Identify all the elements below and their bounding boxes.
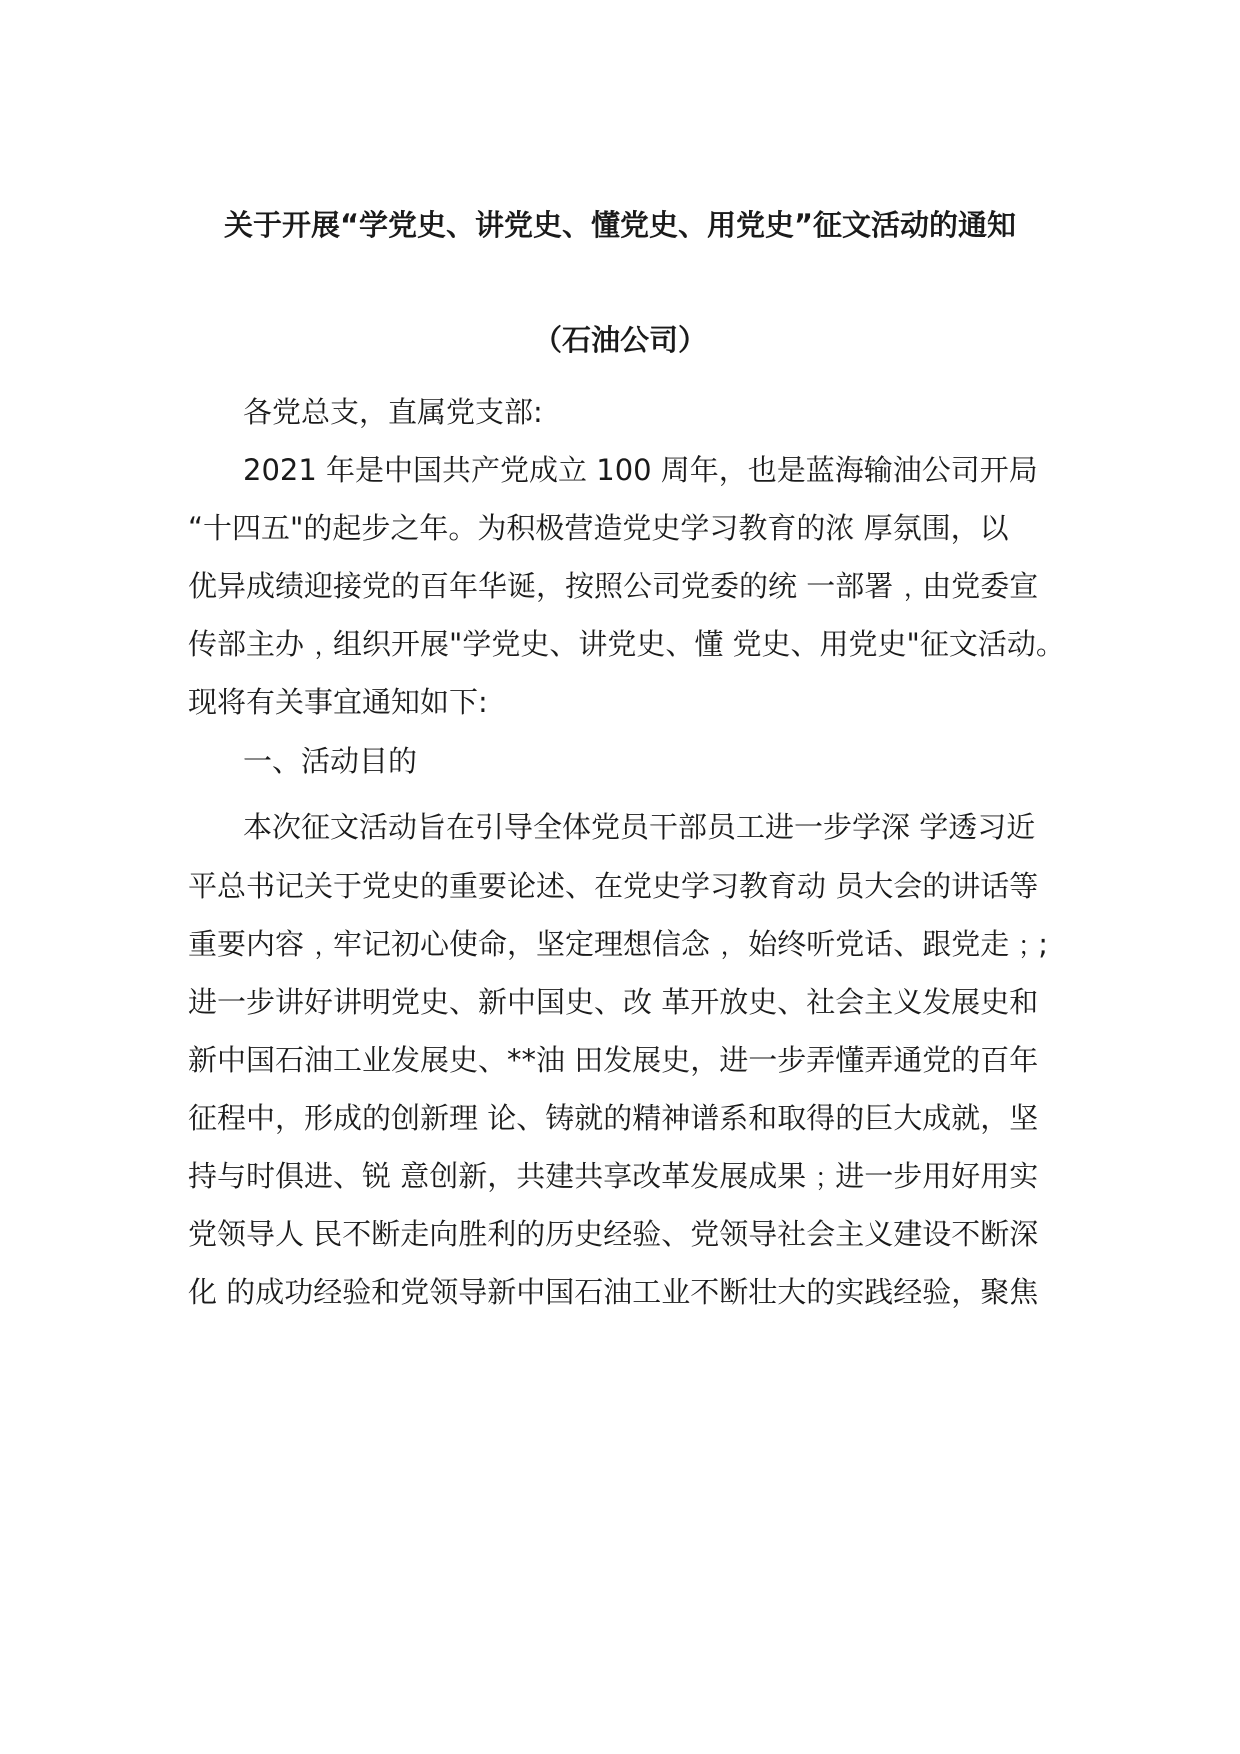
paragraph-line: 优异成绩迎接党的百年华诞，按照公司党委的统 一部署﹐由党委宣 xyxy=(188,569,1039,603)
paragraph-line: 传部主办﹐组织开展"学党史、讲党史、懂 党史、用党史"征文活动。 xyxy=(188,627,1065,661)
paragraph-line: 化 的成功经验和党领导新中国石油工业不断壮大的实践经验，聚焦 xyxy=(188,1275,1039,1309)
paragraph-line: 进一步讲好讲明党史、新中国史、改 革开放史、社会主义发展史和 xyxy=(188,985,1039,1019)
paragraph-line: 党领导人 民不断走向胜利的历史经验、党领导社会主义建设不断深 xyxy=(188,1217,1039,1251)
document-subtitle: （石油公司） xyxy=(532,323,707,357)
paragraph-line: 新中国石油工业发展史、**油 田发展史，进一步弄懂弄通党的百年 xyxy=(188,1043,1039,1077)
paragraph-line: 2021 年是中国共产党成立 100 周年，也是蓝海输油公司开局 xyxy=(243,453,1038,487)
section-heading: 一、活动目的 xyxy=(243,744,418,778)
paragraph-line: 现将有关事宜通知如下: xyxy=(188,685,488,719)
salutation: 各党总支，直属党支部: xyxy=(243,395,543,429)
paragraph-line: 本次征文活动旨在引导全体党员干部员工进一步学深 学透习近 xyxy=(243,810,1036,844)
paragraph-line: 重要内容﹐牢记初心使命，坚定理想信念﹐ 始终听党话、跟党走﹔; xyxy=(188,927,1048,961)
paragraph-line: 征程中，形成的创新理 论、铸就的精神谱系和取得的巨大成就，坚 xyxy=(188,1101,1039,1135)
paragraph-line: “十四五"的起步之年。为积极营造党史学习教育的浓 厚氛围，以 xyxy=(188,511,1009,545)
document-title: 关于开展“学党史、讲党史、懂党史、用党史”征文活动的通知 xyxy=(223,208,1017,242)
paragraph-line: 持与时俱进、锐 意创新，共建共享改革发展成果﹔进一步用好用实 xyxy=(188,1159,1039,1193)
paragraph-line: 平总书记关于党史的重要论述、在党史学习教育动 员大会的讲话等 xyxy=(188,869,1039,903)
